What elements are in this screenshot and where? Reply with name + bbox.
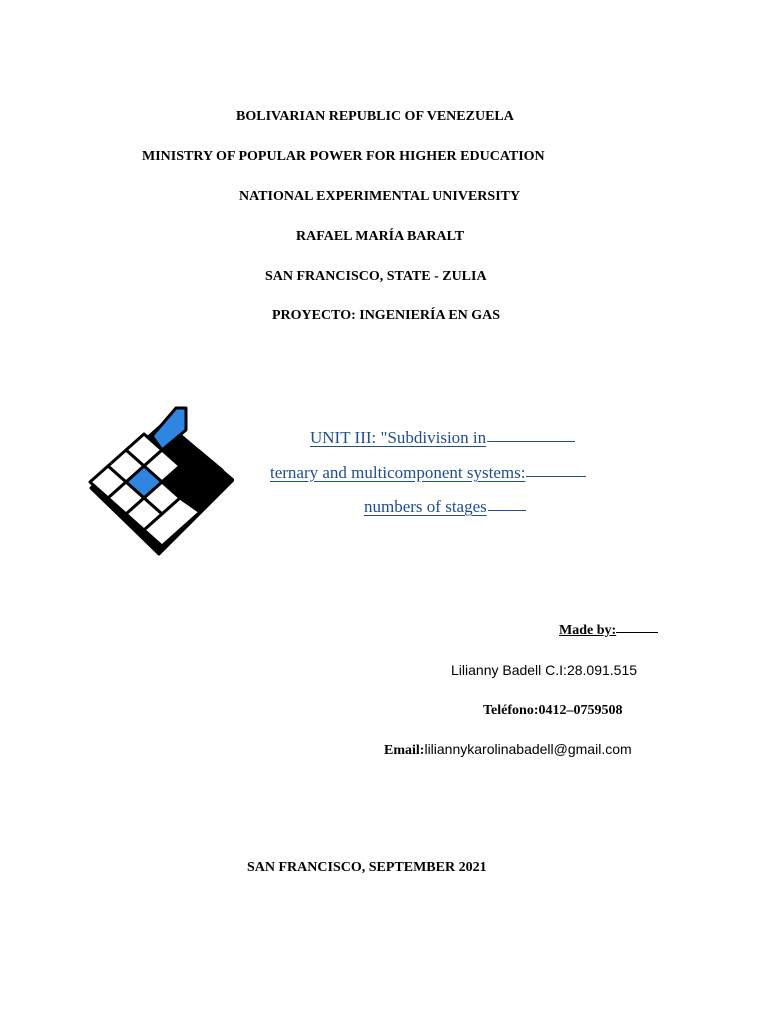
header-location: SAN FRANCISCO, STATE - ZULIA xyxy=(265,269,487,284)
author-name-id: Lilianny Badell C.I:28.091.515 xyxy=(451,662,638,678)
footer-place-date: SAN FRANCISCO, SEPTEMBER 2021 xyxy=(247,860,487,875)
title-line-3: numbers of stages xyxy=(364,497,526,517)
phone-line xyxy=(483,703,622,719)
header-ministry: MINISTRY OF POPULAR POWER FOR HIGHER EDUCATION xyxy=(142,149,545,164)
email-value: liliannykarolinabadell@gmail.com xyxy=(424,741,632,757)
email-label: Email: xyxy=(384,743,425,758)
email-line xyxy=(384,741,632,759)
title-line-2: ternary and multicomponent systems: xyxy=(270,463,586,483)
phone-label: Teléfono: xyxy=(483,703,539,718)
made-by-label: Made by: xyxy=(559,623,658,639)
header-country: BOLIVARIAN REPUBLIC OF VENEZUELA xyxy=(236,109,514,124)
header-university-name: RAFAEL MARÍA BARALT xyxy=(296,229,465,244)
phone-value: 0412–0759508 xyxy=(538,703,623,718)
header-university: NATIONAL EXPERIMENTAL UNIVERSITY xyxy=(239,189,521,204)
university-logo-icon xyxy=(82,400,234,560)
title-line-1: UNIT III: "Subdivision in xyxy=(310,428,575,448)
header-project: PROYECTO: INGENIERÍA EN GAS xyxy=(272,308,501,323)
